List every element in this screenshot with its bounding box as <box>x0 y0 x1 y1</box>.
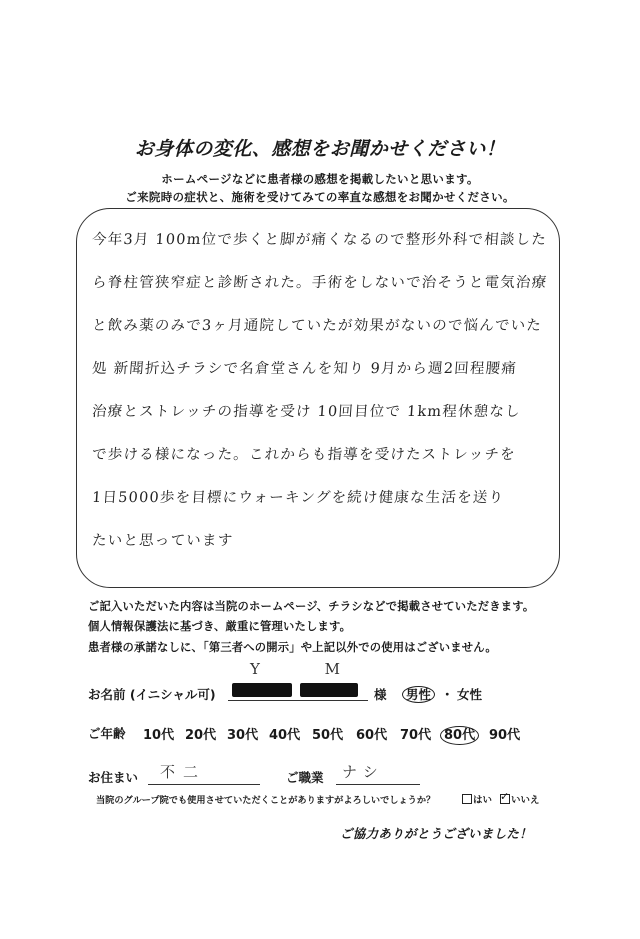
gender-female-option[interactable]: 女性 <box>457 687 483 702</box>
occupation-value: ナシ <box>342 763 384 781</box>
no-checkbox[interactable] <box>500 790 510 804</box>
age-option-50[interactable]: 50代 <box>312 728 344 743</box>
gender-male-option[interactable] <box>406 685 431 703</box>
age-option-30[interactable]: 30代 <box>227 728 259 743</box>
notice-line-1: ご記入いただいた内容は当院のホームページ、チラシなどで掲載させていただきます。 <box>88 600 535 613</box>
age-option-60[interactable]: 60代 <box>356 728 388 743</box>
testimonial-line: と飲み薬のみで3ヶ月通院していたが効果がないので悩んでいた <box>91 318 543 334</box>
age-option-20[interactable]: 20代 <box>185 728 217 743</box>
address-label: お住まい <box>88 770 139 785</box>
redaction-bar <box>300 683 358 697</box>
testimonial-line: 今年3月 100m位で歩くと脚が痛くなるので整形外科で相談した <box>91 232 548 248</box>
form-title: お身体の変化、感想をお聞かせください！ <box>134 138 506 160</box>
yes-checkbox[interactable] <box>462 794 472 804</box>
notice-line-2: 個人情報保護法に基づき、厳重に管理いたします。 <box>88 620 352 633</box>
group-use-question: 当院のグループ院でも使用させていただくことがありますがよろしいでしょうか？ <box>96 795 436 806</box>
testimonial-line: 処 新聞折込チラシで名倉堂さんを知り 9月から週2回程腰痛 <box>91 361 518 377</box>
intro-line-2: ご来院時の症状と、施術を受けてみての率直な感想をお聞かせください。 <box>125 190 515 204</box>
testimonial-line: 1日5000歩を目標にウォーキングを続け健康な生活を送り <box>91 490 505 506</box>
intro-line-1: ホームページなどに患者様の感想を掲載したいと思います。 <box>161 172 479 186</box>
yes-label: はい <box>473 795 493 806</box>
name-value: Y M <box>250 660 371 678</box>
testimonial-line: で歩ける様になった。これからも指導を受けたストレッチを <box>91 447 517 463</box>
gender-separator: ・ <box>441 687 454 702</box>
group-use-no[interactable] <box>500 792 540 806</box>
notice-line-3: 患者様の承諾なしに、「第三者への開示」や上記以外での使用はございません。 <box>88 641 497 654</box>
age-option-80[interactable] <box>444 724 475 743</box>
gender-male-label: 男性 <box>402 686 435 703</box>
thanks-message: ご協力ありがとうございました！ <box>340 826 533 841</box>
age-option-70[interactable]: 70代 <box>400 728 432 743</box>
name-suffix: 様 <box>374 687 387 702</box>
address-value: 不二 <box>160 763 207 781</box>
name-underline <box>228 700 368 701</box>
occupation-label: ご職業 <box>286 770 324 785</box>
occupation-underline <box>336 784 420 785</box>
no-label: いいえ <box>511 795 540 806</box>
name-label: お名前 (イニシャル可) <box>88 687 216 702</box>
age-option-10[interactable]: 10代 <box>143 728 175 743</box>
testimonial-line: 治療とストレッチの指導を受け 10回目位で 1km程休憩なし <box>91 404 522 420</box>
redaction-bar <box>232 683 292 697</box>
group-use-yes[interactable] <box>462 792 492 806</box>
age-label: ご年齢 <box>88 726 126 741</box>
check-mark-icon: ✓ <box>500 790 510 803</box>
testimonial-line: たいと思っています <box>91 533 234 549</box>
address-underline <box>148 784 260 785</box>
age-option-40[interactable]: 40代 <box>269 728 301 743</box>
age-option-90[interactable]: 90代 <box>489 728 521 743</box>
testimonial-line: ら脊柱管狭窄症と診断された。手術をしないで治そうと電気治療 <box>91 275 548 291</box>
age-option-80-label: 80代 <box>440 726 479 745</box>
